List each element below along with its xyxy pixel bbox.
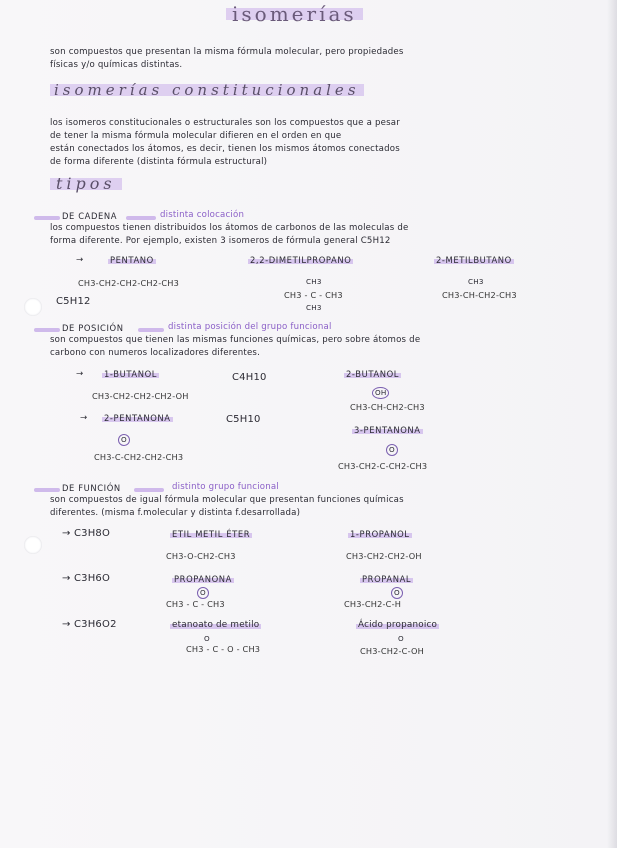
funcion-row3-left-formula: CH3 - C - O - CH3	[186, 644, 261, 654]
oxygen-circle: O	[386, 444, 398, 456]
cadena-text-2: forma diferente. Por ejemplo, existen 3 isomeros de fórmula general C5H12	[50, 236, 391, 246]
cadena-text-1: los compuestos tienen distribuidos los átomos de carbonos de las moleculas de	[50, 223, 409, 233]
funcion-note: distinto grupo funcional	[172, 482, 279, 492]
posicion-row1-left-name: 1-BUTANOL	[104, 369, 158, 379]
section-heading-constitucionales: isomerías constitucionales	[50, 84, 364, 96]
cadena-compound-1-name: PENTANO	[110, 255, 154, 265]
cadena-compound-2-name: 2,2-DIMETILPROPANO	[250, 255, 352, 265]
intro-line-1: son compuestos que presentan la misma fórmula molecular, pero propiedades	[50, 47, 404, 57]
posicion-row2-formula: C5H10	[226, 414, 261, 425]
cadena-compound-2-formula: CH3 - C - CH3	[284, 290, 343, 300]
tipos-heading: tipos	[50, 178, 122, 190]
funcion-row2-formula: → C3H6O	[62, 573, 111, 584]
posicion-row2-left-formula: CH3-C-CH2-CH2-CH3	[94, 452, 184, 462]
funcion-label: DE FUNCIÓN	[62, 483, 121, 493]
cadena-compound-2-top: CH3	[306, 277, 322, 286]
cadena-compound-2-bottom: CH3	[306, 303, 322, 312]
posicion-row2-left-name: 2-PENTANONA	[104, 413, 171, 423]
cadena-compound-3-formula: CH3-CH-CH2-CH3	[442, 290, 517, 300]
punch-hole-top	[24, 298, 42, 316]
funcion-connector-bar	[134, 488, 164, 492]
cadena-compound-3-top: CH3	[468, 277, 484, 286]
arrow-icon: →	[80, 413, 88, 423]
posicion-row2-left-top	[118, 434, 130, 446]
page-title: isomerías	[226, 8, 363, 20]
funcion-row3-right-top: O	[398, 634, 404, 643]
funcion-row2-left-name: PROPANONA	[174, 574, 232, 584]
cadena-compound-1-formula: CH3-CH2-CH2-CH2-CH3	[78, 278, 180, 288]
oxygen-circle: O	[391, 587, 403, 599]
punch-hole-bottom	[24, 536, 42, 554]
posicion-text-2: carbono con numeros localizadores diferentes.	[50, 348, 261, 358]
posicion-row1-formula: C4H10	[232, 372, 267, 383]
funcion-row1-left-name: ETIL METIL ÉTER	[172, 529, 251, 539]
funcion-row3-left-name: etanoato de metilo	[172, 620, 260, 630]
cadena-note: distinta colocación	[160, 210, 245, 220]
funcion-row1-left-formula: CH3-O-CH2-CH3	[166, 551, 236, 561]
constitucionales-line-2: de tener la misma fórmula molecular difieren en el orden en que	[50, 131, 342, 141]
cadena-general-formula: C5H12	[56, 296, 91, 307]
posicion-row2-right-formula: CH3-CH2-C-CH2-CH3	[338, 461, 428, 471]
cadena-connector-bar	[126, 216, 156, 220]
posicion-row2-right-top	[386, 444, 398, 456]
funcion-row3-right-name: Ácido propanoico	[358, 620, 438, 630]
oxygen-circle: O	[118, 434, 130, 446]
constitucionales-line-3: están conectados los átomos, es decir, tienen los mismos átomos conectados	[50, 144, 400, 154]
posicion-label: DE POSICIÓN	[62, 323, 124, 333]
constitucionales-line-1: los isomeros constitucionales o estructurales son los compuestos que a pesar	[50, 118, 400, 128]
posicion-note: distinta posición del grupo funcional	[168, 322, 332, 332]
funcion-row3-formula-text: C3H6O2	[73, 619, 117, 630]
funcion-text-2: diferentes. (misma f.molecular y distinta f.desarrollada)	[50, 508, 301, 518]
cadena-marker-bar	[34, 216, 60, 220]
funcion-row3-right-formula: CH3-CH2-C-OH	[360, 646, 424, 656]
posicion-text-1: son compuestos que tienen las mismas funciones químicas, pero sobre átomos de	[50, 335, 421, 345]
funcion-row1-right-name: 1-PROPANOL	[350, 529, 410, 539]
posicion-row1-right-name: 2-BUTANOL	[346, 369, 400, 379]
funcion-row2-formula-text: C3H6O	[73, 573, 111, 584]
intro-line-2: físicas y/o químicas distintas.	[50, 60, 183, 70]
hydroxyl-circle: OH	[372, 387, 389, 399]
oxygen-circle: O	[197, 587, 209, 599]
funcion-row1-formula-text: C3H8O	[73, 528, 111, 539]
funcion-row2-right-formula: CH3-CH2-C-H	[344, 599, 402, 609]
posicion-row1-right-top	[372, 387, 389, 399]
cadena-compound-3-name: 2-METILBUTANO	[436, 255, 512, 265]
funcion-row1-formula: → C3H8O	[62, 528, 111, 539]
funcion-text-1: son compuestos de igual fórmula molecular que presentan funciones químicas	[50, 495, 404, 505]
funcion-row2-right-name: PROPANAL	[362, 574, 412, 584]
funcion-row3-formula: → C3H6O2	[62, 619, 117, 630]
posicion-row2-right-name: 3-PENTANONA	[354, 425, 421, 435]
constitucionales-line-4: de forma diferente (distinta fórmula estructural)	[50, 157, 268, 167]
page-edge-shadow	[607, 0, 617, 848]
arrow-icon: →	[76, 369, 84, 379]
posicion-row1-left-formula: CH3-CH2-CH2-CH2-OH	[92, 391, 189, 401]
posicion-connector-bar	[138, 328, 164, 332]
arrow-icon: →	[76, 255, 84, 265]
posicion-row1-right-formula: CH3-CH-CH2-CH3	[350, 402, 425, 412]
funcion-row2-left-formula: CH3 - C - CH3	[166, 599, 225, 609]
funcion-row3-left-top: O	[204, 634, 210, 643]
cadena-label: DE CADENA	[62, 211, 118, 221]
posicion-marker-bar	[34, 328, 60, 332]
funcion-row1-right-formula: CH3-CH2-CH2-OH	[346, 551, 422, 561]
funcion-marker-bar	[34, 488, 60, 492]
